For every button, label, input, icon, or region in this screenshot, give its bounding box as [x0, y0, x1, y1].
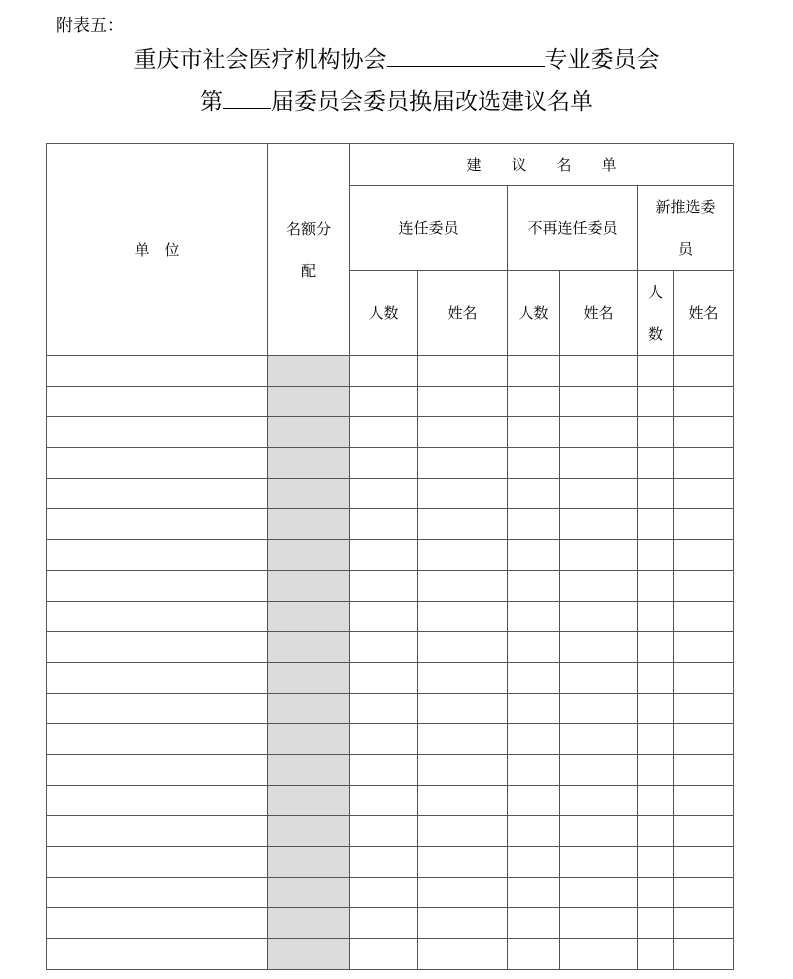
not-continuing-name-cell[interactable] — [560, 877, 638, 908]
continuing-count-cell[interactable] — [350, 662, 418, 693]
table-row — [47, 509, 734, 540]
header-new-count-line1: 人 — [647, 283, 663, 301]
new-name-cell[interactable] — [674, 386, 734, 417]
not-continuing-count-cell[interactable] — [508, 356, 560, 387]
continuing-name-cell[interactable] — [418, 601, 508, 632]
continuing-count-cell[interactable] — [350, 448, 418, 479]
new-count-cell[interactable] — [638, 570, 674, 601]
new-count-cell[interactable] — [638, 816, 674, 847]
not-continuing-name-cell[interactable] — [560, 570, 638, 601]
table-row — [47, 754, 734, 785]
unit-cell[interactable] — [47, 939, 268, 970]
quota-cell[interactable] — [268, 509, 350, 540]
not-continuing-name-cell[interactable] — [560, 785, 638, 816]
not-continuing-name-cell[interactable] — [560, 417, 638, 448]
document-title-line-1 — [0, 44, 793, 75]
continuing-name-cell[interactable] — [418, 877, 508, 908]
not-continuing-count-cell[interactable] — [508, 877, 560, 908]
table-row — [47, 724, 734, 755]
new-name-cell[interactable] — [674, 540, 734, 571]
continuing-name-cell[interactable] — [418, 847, 508, 878]
unit-cell[interactable] — [47, 908, 268, 939]
quota-cell[interactable] — [268, 939, 350, 970]
table-row — [47, 693, 734, 724]
quota-cell[interactable] — [268, 417, 350, 448]
quota-cell[interactable] — [268, 816, 350, 847]
not-continuing-count-cell[interactable] — [508, 847, 560, 878]
continuing-name-cell[interactable] — [418, 540, 508, 571]
not-continuing-count-cell[interactable] — [508, 632, 560, 663]
new-count-cell[interactable] — [638, 356, 674, 387]
unit-cell[interactable] — [47, 478, 268, 509]
not-continuing-count-cell[interactable] — [508, 662, 560, 693]
not-continuing-name-cell[interactable] — [560, 939, 638, 970]
continuing-name-cell[interactable] — [418, 785, 508, 816]
continuing-count-cell[interactable] — [350, 570, 418, 601]
not-continuing-count-cell[interactable] — [508, 693, 560, 724]
title-committee-suffix: 专业委员会 — [544, 47, 660, 73]
continuing-count-cell[interactable] — [350, 417, 418, 448]
not-continuing-count-cell[interactable] — [508, 417, 560, 448]
continuing-name-cell[interactable] — [418, 662, 508, 693]
header-quota-line1: 名额分 — [285, 219, 331, 238]
title-term-prefix: 第 — [200, 89, 223, 115]
unit-cell[interactable] — [47, 754, 268, 785]
continuing-name-cell[interactable] — [418, 417, 508, 448]
quota-cell[interactable] — [268, 540, 350, 571]
title-org-name: 重庆市社会医疗机构协会 — [133, 47, 387, 73]
quota-cell[interactable] — [268, 662, 350, 693]
continuing-count-cell[interactable] — [350, 785, 418, 816]
table-row — [47, 939, 734, 970]
unit-cell[interactable] — [47, 386, 268, 417]
table-body — [47, 356, 734, 970]
continuing-name-cell[interactable] — [418, 478, 508, 509]
continuing-count-cell[interactable] — [350, 939, 418, 970]
table-row — [47, 386, 734, 417]
table-row — [47, 847, 734, 878]
header-not-continuing: 不再连任委员 — [508, 186, 638, 271]
table-row — [47, 662, 734, 693]
header-suggestion-list: 建 议 名 单 — [350, 144, 734, 186]
new-name-cell[interactable] — [674, 908, 734, 939]
quota-cell[interactable] — [268, 693, 350, 724]
continuing-name-cell[interactable] — [418, 386, 508, 417]
continuing-count-cell[interactable] — [350, 509, 418, 540]
new-count-cell[interactable] — [638, 601, 674, 632]
continuing-count-cell[interactable] — [350, 847, 418, 878]
not-continuing-count-cell[interactable] — [508, 478, 560, 509]
new-count-cell[interactable] — [638, 417, 674, 448]
new-count-cell[interactable] — [638, 754, 674, 785]
continuing-count-cell[interactable] — [350, 816, 418, 847]
unit-cell[interactable] — [47, 417, 268, 448]
new-name-cell[interactable] — [674, 570, 734, 601]
quota-cell[interactable] — [268, 570, 350, 601]
continuing-count-cell[interactable] — [350, 601, 418, 632]
new-name-cell[interactable] — [674, 662, 734, 693]
not-continuing-name-cell[interactable] — [560, 509, 638, 540]
table-row — [47, 356, 734, 387]
unit-cell[interactable] — [47, 448, 268, 479]
new-count-cell[interactable] — [638, 386, 674, 417]
not-continuing-count-cell[interactable] — [508, 939, 560, 970]
unit-cell[interactable] — [47, 601, 268, 632]
unit-cell[interactable] — [47, 570, 268, 601]
not-continuing-name-cell[interactable] — [560, 448, 638, 479]
new-name-cell[interactable] — [674, 478, 734, 509]
new-count-cell[interactable] — [638, 847, 674, 878]
continuing-count-cell[interactable] — [350, 540, 418, 571]
continuing-count-cell[interactable] — [350, 908, 418, 939]
table-row — [47, 785, 734, 816]
new-name-cell[interactable] — [674, 754, 734, 785]
header-new-line2: 员 — [677, 240, 693, 258]
new-name-cell[interactable] — [674, 356, 734, 387]
not-continuing-name-cell[interactable] — [560, 724, 638, 755]
unit-cell[interactable] — [47, 785, 268, 816]
table-row — [47, 570, 734, 601]
not-continuing-name-cell[interactable] — [560, 356, 638, 387]
new-count-cell[interactable] — [638, 662, 674, 693]
table-row — [47, 478, 734, 509]
not-continuing-name-cell[interactable] — [560, 908, 638, 939]
unit-cell[interactable] — [47, 724, 268, 755]
not-continuing-count-cell[interactable] — [508, 386, 560, 417]
continuing-name-cell[interactable] — [418, 356, 508, 387]
title-term-suffix: 届委员会委员换届改选建议名单 — [271, 89, 593, 115]
new-count-cell[interactable] — [638, 632, 674, 663]
not-continuing-count-cell[interactable] — [508, 816, 560, 847]
continuing-count-cell[interactable] — [350, 478, 418, 509]
new-name-cell[interactable] — [674, 509, 734, 540]
quota-cell[interactable] — [268, 877, 350, 908]
new-name-cell[interactable] — [674, 632, 734, 663]
continuing-name-cell[interactable] — [418, 632, 508, 663]
unit-cell[interactable] — [47, 816, 268, 847]
new-count-cell[interactable] — [638, 785, 674, 816]
new-count-cell[interactable] — [638, 448, 674, 479]
table-row — [47, 448, 734, 479]
table-row — [47, 877, 734, 908]
new-count-cell[interactable] — [638, 939, 674, 970]
not-continuing-name-cell[interactable] — [560, 632, 638, 663]
header-unit: 单 位 — [47, 144, 268, 356]
quota-cell[interactable] — [268, 478, 350, 509]
new-count-cell[interactable] — [638, 540, 674, 571]
unit-cell[interactable] — [47, 509, 268, 540]
not-continuing-count-cell[interactable] — [508, 570, 560, 601]
not-continuing-name-cell[interactable] — [560, 601, 638, 632]
header-continuing-name: 姓名 — [418, 271, 508, 356]
header-not-continuing-count: 人数 — [508, 271, 560, 356]
continuing-count-cell[interactable] — [350, 356, 418, 387]
continuing-name-cell[interactable] — [418, 570, 508, 601]
not-continuing-count-cell[interactable] — [508, 540, 560, 571]
unit-cell[interactable] — [47, 877, 268, 908]
continuing-count-cell[interactable] — [350, 632, 418, 663]
header-new-members — [638, 186, 734, 271]
table-row — [47, 540, 734, 571]
continuing-count-cell[interactable] — [350, 724, 418, 755]
not-continuing-count-cell[interactable] — [508, 509, 560, 540]
new-count-cell[interactable] — [638, 724, 674, 755]
quota-cell[interactable] — [268, 601, 350, 632]
new-name-cell[interactable] — [674, 816, 734, 847]
table-row — [47, 601, 734, 632]
header-new-name: 姓名 — [674, 271, 734, 356]
new-name-cell[interactable] — [674, 785, 734, 816]
not-continuing-name-cell[interactable] — [560, 540, 638, 571]
new-name-cell[interactable] — [674, 877, 734, 908]
new-name-cell[interactable] — [674, 724, 734, 755]
continuing-count-cell[interactable] — [350, 693, 418, 724]
not-continuing-name-cell[interactable] — [560, 754, 638, 785]
continuing-name-cell[interactable] — [418, 448, 508, 479]
new-name-cell[interactable] — [674, 939, 734, 970]
header-not-continuing-name: 姓名 — [560, 271, 638, 356]
header-new-line1: 新推选委 — [655, 198, 716, 216]
new-name-cell[interactable] — [674, 448, 734, 479]
not-continuing-count-cell[interactable] — [508, 754, 560, 785]
continuing-name-cell[interactable] — [418, 908, 508, 939]
header-continuing: 连任委员 — [350, 186, 508, 271]
unit-cell[interactable] — [47, 540, 268, 571]
not-continuing-name-cell[interactable] — [560, 816, 638, 847]
header-continuing-count: 人数 — [350, 271, 418, 356]
not-continuing-name-cell[interactable] — [560, 386, 638, 417]
not-continuing-name-cell[interactable] — [560, 693, 638, 724]
new-count-cell[interactable] — [638, 693, 674, 724]
continuing-count-cell[interactable] — [350, 754, 418, 785]
continuing-name-cell[interactable] — [418, 939, 508, 970]
quota-cell[interactable] — [268, 448, 350, 479]
table-row — [47, 908, 734, 939]
header-quota-line2: 配 — [300, 261, 316, 280]
unit-cell[interactable] — [47, 632, 268, 663]
table-row — [47, 816, 734, 847]
not-continuing-count-cell[interactable] — [508, 785, 560, 816]
new-count-cell[interactable] — [638, 478, 674, 509]
not-continuing-name-cell[interactable] — [560, 478, 638, 509]
not-continuing-count-cell[interactable] — [508, 448, 560, 479]
table-row — [47, 632, 734, 663]
new-count-cell[interactable] — [638, 908, 674, 939]
continuing-count-cell[interactable] — [350, 877, 418, 908]
unit-cell[interactable] — [47, 693, 268, 724]
document-title-line-2 — [0, 86, 793, 117]
new-count-cell[interactable] — [638, 509, 674, 540]
committee-name-blank[interactable] — [387, 44, 545, 67]
continuing-name-cell[interactable] — [418, 724, 508, 755]
unit-cell[interactable] — [47, 356, 268, 387]
new-count-cell[interactable] — [638, 877, 674, 908]
new-name-cell[interactable] — [674, 847, 734, 878]
table-row — [47, 417, 734, 448]
new-name-cell[interactable] — [674, 693, 734, 724]
unit-cell[interactable] — [47, 847, 268, 878]
not-continuing-count-cell[interactable] — [508, 724, 560, 755]
quota-cell[interactable] — [268, 908, 350, 939]
continuing-name-cell[interactable] — [418, 693, 508, 724]
not-continuing-count-cell[interactable] — [508, 908, 560, 939]
annex-label: 附表五： — [56, 16, 124, 36]
term-number-blank[interactable] — [223, 86, 271, 109]
continuing-name-cell[interactable] — [418, 754, 508, 785]
nomination-table — [46, 143, 734, 970]
header-new-count — [638, 271, 674, 356]
not-continuing-count-cell[interactable] — [508, 601, 560, 632]
quota-cell[interactable] — [268, 356, 350, 387]
quota-cell[interactable] — [268, 632, 350, 663]
header-quota — [268, 144, 350, 356]
quota-cell[interactable] — [268, 724, 350, 755]
continuing-name-cell[interactable] — [418, 509, 508, 540]
quota-cell[interactable] — [268, 754, 350, 785]
quota-cell[interactable] — [268, 386, 350, 417]
continuing-name-cell[interactable] — [418, 816, 508, 847]
continuing-count-cell[interactable] — [350, 386, 418, 417]
quota-cell[interactable] — [268, 847, 350, 878]
not-continuing-name-cell[interactable] — [560, 847, 638, 878]
quota-cell[interactable] — [268, 785, 350, 816]
new-name-cell[interactable] — [674, 417, 734, 448]
unit-cell[interactable] — [47, 662, 268, 693]
header-new-count-line2: 数 — [647, 325, 663, 343]
not-continuing-name-cell[interactable] — [560, 662, 638, 693]
new-name-cell[interactable] — [674, 601, 734, 632]
